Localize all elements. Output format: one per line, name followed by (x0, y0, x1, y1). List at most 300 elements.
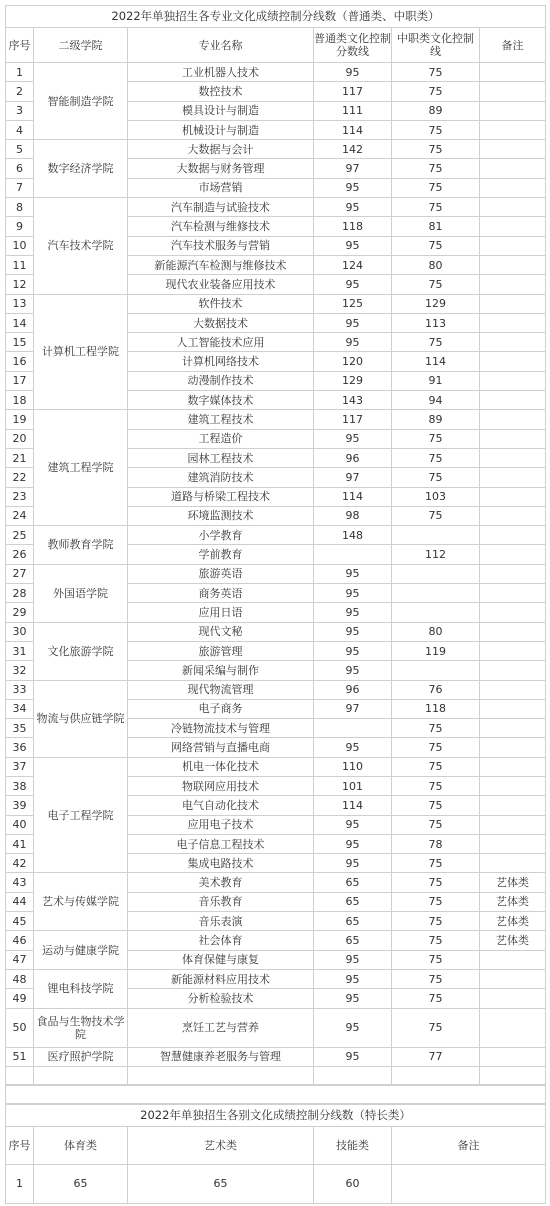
table-row (6, 969, 546, 988)
cell-major: 应用日语 (128, 603, 314, 622)
cell-index: 29 (6, 603, 34, 622)
cell-general-score: 95 (314, 429, 392, 448)
cell-major: 现代农业装备应用技术 (128, 275, 314, 294)
table-row (6, 873, 546, 892)
cell-remark (392, 1164, 546, 1203)
cell-remark (480, 352, 546, 371)
cell-major: 工程造价 (128, 429, 314, 448)
cell-remark (480, 468, 546, 487)
cell-vocational-score: 75 (392, 159, 480, 178)
cell-vocational-score: 75 (392, 757, 480, 776)
score-table-special (5, 1104, 546, 1204)
cell-major: 网络营销与直播电商 (128, 738, 314, 757)
cell-major: 新能源材料应用技术 (128, 969, 314, 988)
cell-index: 24 (6, 506, 34, 525)
cell-remark (480, 969, 546, 988)
cell-remark (480, 776, 546, 795)
cell-remark: 艺体类 (480, 873, 546, 892)
cell-major: 环境监测技术 (128, 506, 314, 525)
cell-vocational-score: 75 (392, 854, 480, 873)
cell-major: 大数据与财务管理 (128, 159, 314, 178)
cell-index: 42 (6, 854, 34, 873)
cell-major: 社会体育 (128, 931, 314, 950)
empty-row (6, 1066, 546, 1084)
cell-index: 27 (6, 564, 34, 583)
cell-index: 17 (6, 371, 34, 390)
cell-college: 艺术与传媒学院 (34, 873, 128, 931)
cell-major: 建筑消防技术 (128, 468, 314, 487)
cell-major: 小学教育 (128, 526, 314, 545)
cell-index: 34 (6, 699, 34, 718)
cell-major: 数控技术 (128, 82, 314, 101)
cell-general-score: 95 (314, 603, 392, 622)
cell-general-score: 114 (314, 487, 392, 506)
cell-major: 电气自动化技术 (128, 796, 314, 815)
cell-index: 19 (6, 410, 34, 429)
cell-general-score: 125 (314, 294, 392, 313)
cell-major: 机械设计与制造 (128, 120, 314, 139)
score-tables-container (5, 5, 545, 1204)
table2-title: 2022年单独招生各别文化成绩控制分线数（特长类） (6, 1104, 546, 1126)
cell-major: 体育保健与康复 (128, 950, 314, 969)
cell-remark (480, 391, 546, 410)
empty-cell (34, 1066, 128, 1084)
cell-college: 电子工程学院 (34, 757, 128, 873)
cell-index: 45 (6, 912, 34, 931)
cell-college: 医疗照护学院 (34, 1047, 128, 1066)
cell-general-score: 95 (314, 834, 392, 853)
cell-major: 分析检验技术 (128, 989, 314, 1008)
cell-major: 市场营销 (128, 178, 314, 197)
cell-index: 40 (6, 815, 34, 834)
cell-general-score: 129 (314, 371, 392, 390)
cell-arts: 65 (128, 1164, 314, 1203)
cell-vocational-score: 114 (392, 352, 480, 371)
cell-vocational-score: 75 (392, 873, 480, 892)
cell-college: 运动与健康学院 (34, 931, 128, 970)
cell-vocational-score: 91 (392, 371, 480, 390)
cell-major: 物联网应用技术 (128, 776, 314, 795)
cell-remark (480, 140, 546, 159)
cell-major: 汽车制造与试验技术 (128, 198, 314, 217)
cell-general-score: 95 (314, 275, 392, 294)
cell-general-score: 114 (314, 120, 392, 139)
header-index: 序号 (6, 28, 34, 63)
cell-remark (480, 641, 546, 660)
cell-vocational-score (392, 584, 480, 603)
cell-vocational-score: 78 (392, 834, 480, 853)
cell-vocational-score: 75 (392, 815, 480, 834)
cell-remark (480, 603, 546, 622)
cell-index: 20 (6, 429, 34, 448)
cell-vocational-score: 75 (392, 989, 480, 1008)
cell-vocational-score: 129 (392, 294, 480, 313)
cell-vocational-score: 75 (392, 506, 480, 525)
cell-major: 旅游英语 (128, 564, 314, 583)
cell-major: 旅游管理 (128, 641, 314, 660)
cell-major: 冷链物流技术与管理 (128, 719, 314, 738)
cell-major: 人工智能技术应用 (128, 333, 314, 352)
cell-index: 37 (6, 757, 34, 776)
cell-vocational-score: 81 (392, 217, 480, 236)
cell-remark (480, 63, 546, 82)
cell-general-score: 114 (314, 796, 392, 815)
cell-index: 1 (6, 1164, 34, 1203)
table-row (6, 294, 546, 313)
cell-major: 电子信息工程技术 (128, 834, 314, 853)
cell-general-score: 95 (314, 564, 392, 583)
cell-index: 48 (6, 969, 34, 988)
cell-remark (480, 545, 546, 564)
cell-general-score: 117 (314, 82, 392, 101)
cell-vocational-score: 75 (392, 1008, 480, 1047)
table-row (6, 931, 546, 950)
header2-arts: 艺术类 (128, 1126, 314, 1164)
cell-general-score: 124 (314, 255, 392, 274)
cell-index: 15 (6, 333, 34, 352)
cell-index: 32 (6, 661, 34, 680)
cell-remark (480, 178, 546, 197)
cell-general-score: 95 (314, 1047, 392, 1066)
cell-index: 26 (6, 545, 34, 564)
cell-vocational-score (392, 526, 480, 545)
cell-vocational-score: 77 (392, 1047, 480, 1066)
cell-index: 31 (6, 641, 34, 660)
cell-index: 9 (6, 217, 34, 236)
cell-index: 23 (6, 487, 34, 506)
cell-major: 音乐表演 (128, 912, 314, 931)
cell-remark (480, 796, 546, 815)
table-row (6, 410, 546, 429)
cell-general-score: 96 (314, 448, 392, 467)
empty-cell (392, 1066, 480, 1084)
table-row (6, 63, 546, 82)
cell-general-score: 97 (314, 159, 392, 178)
cell-vocational-score: 75 (392, 63, 480, 82)
cell-index: 5 (6, 140, 34, 159)
table-row (6, 526, 546, 545)
cell-college: 教师教育学院 (34, 526, 128, 565)
header-major: 专业名称 (128, 28, 314, 63)
table-row (6, 757, 546, 776)
cell-major: 汽车检测与维修技术 (128, 217, 314, 236)
cell-remark (480, 584, 546, 603)
table1-title: 2022年单独招生各专业文化成绩控制分线数（普通类、中职类） (6, 6, 546, 28)
cell-vocational-score: 75 (392, 448, 480, 467)
cell-general-score: 143 (314, 391, 392, 410)
cell-remark (480, 622, 546, 641)
cell-general-score: 117 (314, 410, 392, 429)
cell-index: 16 (6, 352, 34, 371)
table-row (6, 198, 546, 217)
cell-remark (480, 506, 546, 525)
cell-major: 烹饪工艺与营养 (128, 1008, 314, 1047)
cell-index: 14 (6, 313, 34, 332)
cell-remark (480, 950, 546, 969)
cell-general-score: 65 (314, 873, 392, 892)
cell-remark: 艺体类 (480, 912, 546, 931)
table-row (6, 1164, 546, 1203)
cell-major: 新能源汽车检测与维修技术 (128, 255, 314, 274)
cell-vocational-score: 103 (392, 487, 480, 506)
cell-index: 50 (6, 1008, 34, 1047)
cell-college: 文化旅游学院 (34, 622, 128, 680)
cell-vocational-score: 75 (392, 931, 480, 950)
cell-remark (480, 680, 546, 699)
cell-remark (480, 661, 546, 680)
cell-remark (480, 719, 546, 738)
cell-general-score: 65 (314, 931, 392, 950)
cell-major: 大数据技术 (128, 313, 314, 332)
cell-vocational-score: 75 (392, 796, 480, 815)
cell-major: 电子商务 (128, 699, 314, 718)
cell-index: 7 (6, 178, 34, 197)
cell-general-score: 110 (314, 757, 392, 776)
cell-index: 38 (6, 776, 34, 795)
table-row (6, 680, 546, 699)
cell-college: 锂电科技学院 (34, 969, 128, 1008)
cell-vocational-score (392, 661, 480, 680)
cell-index: 25 (6, 526, 34, 545)
cell-vocational-score: 75 (392, 429, 480, 448)
cell-general-score: 95 (314, 969, 392, 988)
cell-sports: 65 (34, 1164, 128, 1203)
cell-general-score: 95 (314, 950, 392, 969)
cell-major: 建筑工程技术 (128, 410, 314, 429)
cell-vocational-score: 76 (392, 680, 480, 699)
cell-remark (480, 564, 546, 583)
cell-remark (480, 313, 546, 332)
cell-vocational-score: 75 (392, 738, 480, 757)
header-remark: 备注 (480, 28, 546, 63)
cell-index: 51 (6, 1047, 34, 1066)
cell-remark (480, 757, 546, 776)
cell-general-score: 65 (314, 912, 392, 931)
cell-college: 汽车技术学院 (34, 198, 128, 294)
cell-major: 新闻采编与制作 (128, 661, 314, 680)
table-row (6, 1008, 546, 1047)
cell-general-score: 95 (314, 661, 392, 680)
cell-vocational-score (392, 603, 480, 622)
cell-remark (480, 429, 546, 448)
cell-college: 计算机工程学院 (34, 294, 128, 410)
cell-remark (480, 854, 546, 873)
cell-vocational-score: 112 (392, 545, 480, 564)
cell-college: 智能制造学院 (34, 63, 128, 140)
cell-major: 应用电子技术 (128, 815, 314, 834)
cell-major: 模具设计与制造 (128, 101, 314, 120)
cell-remark (480, 487, 546, 506)
spacer-row (6, 1085, 546, 1103)
empty-cell (480, 1066, 546, 1084)
cell-general-score: 95 (314, 738, 392, 757)
cell-index: 30 (6, 622, 34, 641)
cell-general-score (314, 545, 392, 564)
table-spacer (5, 1085, 546, 1104)
cell-index: 18 (6, 391, 34, 410)
cell-index: 8 (6, 198, 34, 217)
cell-vocational-score: 118 (392, 699, 480, 718)
cell-major: 园林工程技术 (128, 448, 314, 467)
cell-remark (480, 120, 546, 139)
cell-major: 汽车技术服务与营销 (128, 236, 314, 255)
cell-major: 集成电路技术 (128, 854, 314, 873)
cell-vocational-score: 75 (392, 140, 480, 159)
cell-vocational-score: 113 (392, 313, 480, 332)
cell-major: 数字媒体技术 (128, 391, 314, 410)
empty-cell (314, 1066, 392, 1084)
cell-vocational-score: 75 (392, 198, 480, 217)
cell-remark (480, 738, 546, 757)
cell-major: 现代文秘 (128, 622, 314, 641)
cell-general-score: 97 (314, 699, 392, 718)
cell-remark (480, 526, 546, 545)
cell-index: 3 (6, 101, 34, 120)
score-table-general (5, 5, 546, 1085)
cell-vocational-score: 80 (392, 255, 480, 274)
cell-vocational-score: 75 (392, 468, 480, 487)
cell-general-score: 120 (314, 352, 392, 371)
header-general-score: 普通类文化控制分数线 (314, 28, 392, 63)
cell-remark (480, 217, 546, 236)
cell-general-score (314, 719, 392, 738)
cell-index: 4 (6, 120, 34, 139)
cell-index: 12 (6, 275, 34, 294)
cell-major: 动漫制作技术 (128, 371, 314, 390)
cell-general-score: 95 (314, 641, 392, 660)
table-row (6, 1047, 546, 1066)
cell-general-score: 95 (314, 1008, 392, 1047)
cell-vocational-score: 75 (392, 776, 480, 795)
cell-remark (480, 410, 546, 429)
cell-major: 智慧健康养老服务与管理 (128, 1047, 314, 1066)
cell-vocational-score: 75 (392, 950, 480, 969)
cell-index: 35 (6, 719, 34, 738)
cell-major: 商务英语 (128, 584, 314, 603)
cell-major: 现代物流管理 (128, 680, 314, 699)
cell-remark (480, 294, 546, 313)
header-vocational-score: 中职类文化控制线 (392, 28, 480, 63)
header-college: 二级学院 (34, 28, 128, 63)
cell-major: 软件技术 (128, 294, 314, 313)
cell-general-score: 101 (314, 776, 392, 795)
cell-remark (480, 236, 546, 255)
cell-index: 43 (6, 873, 34, 892)
cell-remark (480, 255, 546, 274)
cell-index: 22 (6, 468, 34, 487)
cell-remark (480, 371, 546, 390)
cell-remark (480, 834, 546, 853)
header2-skills: 技能类 (314, 1126, 392, 1164)
cell-index: 47 (6, 950, 34, 969)
cell-remark (480, 1008, 546, 1047)
cell-general-score: 95 (314, 236, 392, 255)
cell-general-score: 95 (314, 313, 392, 332)
cell-college: 建筑工程学院 (34, 410, 128, 526)
cell-general-score: 95 (314, 198, 392, 217)
header2-remark: 备注 (392, 1126, 546, 1164)
cell-index: 33 (6, 680, 34, 699)
cell-remark (480, 989, 546, 1008)
cell-general-score: 95 (314, 333, 392, 352)
cell-general-score: 111 (314, 101, 392, 120)
table-row (6, 564, 546, 583)
cell-general-score: 95 (314, 584, 392, 603)
cell-index: 1 (6, 63, 34, 82)
cell-vocational-score (392, 564, 480, 583)
cell-index: 46 (6, 931, 34, 950)
cell-vocational-score: 89 (392, 101, 480, 120)
cell-general-score: 96 (314, 680, 392, 699)
cell-index: 2 (6, 82, 34, 101)
cell-index: 36 (6, 738, 34, 757)
cell-index: 39 (6, 796, 34, 815)
table-row (6, 622, 546, 641)
cell-general-score: 65 (314, 892, 392, 911)
cell-remark: 艺体类 (480, 931, 546, 950)
cell-major: 道路与桥梁工程技术 (128, 487, 314, 506)
cell-general-score: 142 (314, 140, 392, 159)
cell-index: 28 (6, 584, 34, 603)
cell-remark (480, 101, 546, 120)
cell-index: 6 (6, 159, 34, 178)
cell-remark (480, 448, 546, 467)
cell-index: 13 (6, 294, 34, 313)
cell-vocational-score: 75 (392, 178, 480, 197)
cell-major: 计算机网络技术 (128, 352, 314, 371)
cell-major: 学前教育 (128, 545, 314, 564)
cell-general-score: 95 (314, 622, 392, 641)
cell-remark (480, 275, 546, 294)
cell-vocational-score: 80 (392, 622, 480, 641)
cell-major: 工业机器人技术 (128, 63, 314, 82)
cell-remark (480, 159, 546, 178)
cell-general-score: 95 (314, 63, 392, 82)
cell-index: 11 (6, 255, 34, 274)
cell-index: 49 (6, 989, 34, 1008)
cell-vocational-score: 75 (392, 333, 480, 352)
cell-vocational-score: 75 (392, 969, 480, 988)
empty-cell (128, 1066, 314, 1084)
cell-vocational-score: 89 (392, 410, 480, 429)
cell-vocational-score: 75 (392, 892, 480, 911)
header2-index: 序号 (6, 1126, 34, 1164)
cell-vocational-score: 75 (392, 82, 480, 101)
cell-vocational-score: 119 (392, 641, 480, 660)
empty-cell (6, 1066, 34, 1084)
cell-general-score: 95 (314, 178, 392, 197)
cell-general-score: 95 (314, 815, 392, 834)
cell-college: 外国语学院 (34, 564, 128, 622)
cell-vocational-score: 75 (392, 120, 480, 139)
cell-vocational-score: 94 (392, 391, 480, 410)
cell-college: 物流与供应链学院 (34, 680, 128, 757)
cell-vocational-score: 75 (392, 719, 480, 738)
cell-skills: 60 (314, 1164, 392, 1203)
cell-vocational-score: 75 (392, 236, 480, 255)
cell-vocational-score: 75 (392, 912, 480, 931)
cell-major: 音乐教育 (128, 892, 314, 911)
cell-major: 机电一体化技术 (128, 757, 314, 776)
header2-sports: 体育类 (34, 1126, 128, 1164)
cell-remark: 艺体类 (480, 892, 546, 911)
cell-index: 10 (6, 236, 34, 255)
cell-major: 大数据与会计 (128, 140, 314, 159)
cell-remark (480, 815, 546, 834)
cell-vocational-score: 75 (392, 275, 480, 294)
cell-college: 数字经济学院 (34, 140, 128, 198)
cell-index: 44 (6, 892, 34, 911)
